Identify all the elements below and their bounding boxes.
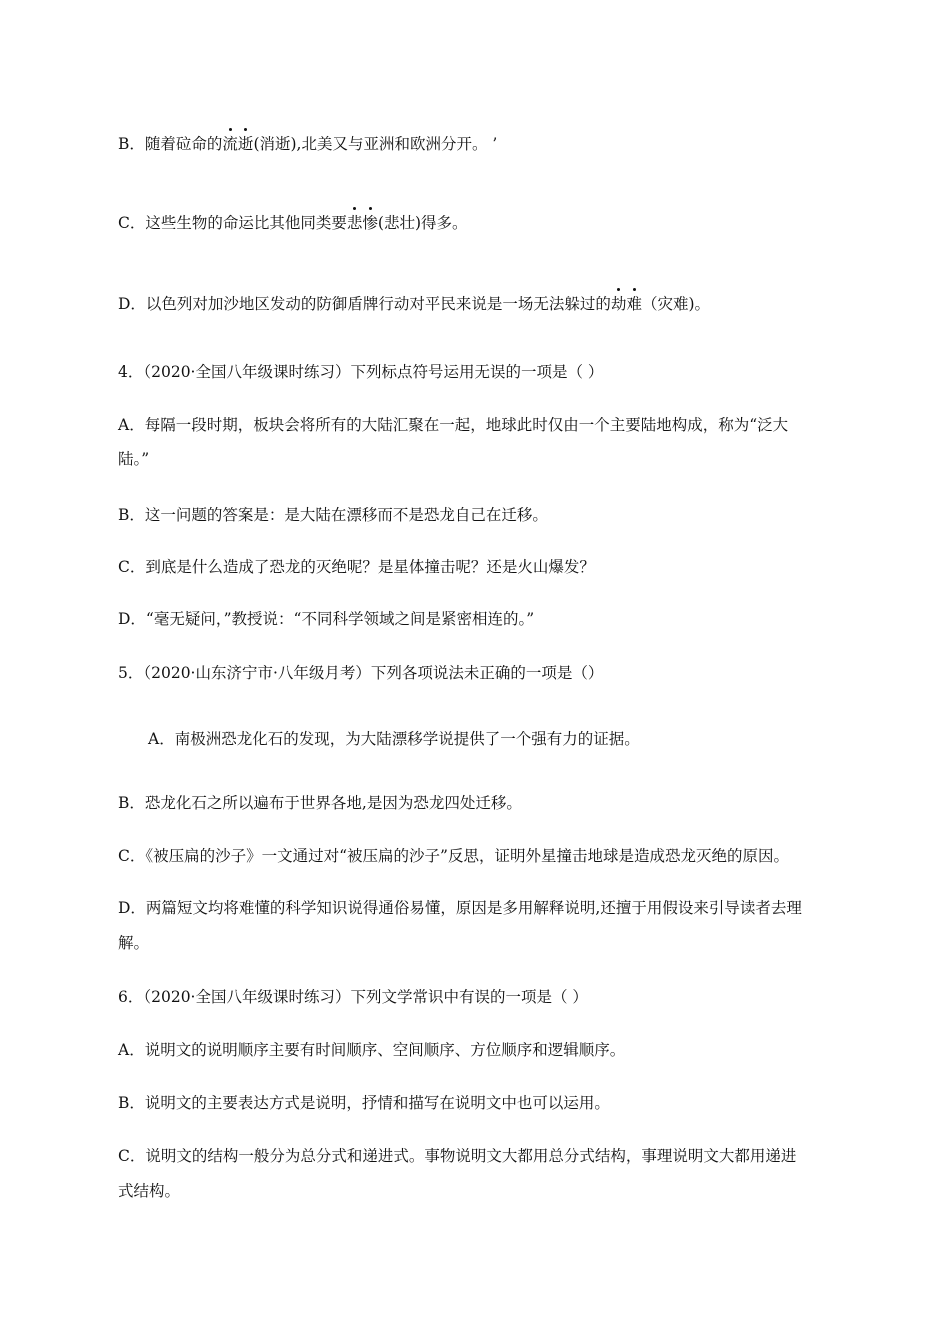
q6-option-a: A．说明文的说明顺序主要有时间顺序、空间顺序、方位顺序和逻辑顺序。: [118, 1041, 626, 1059]
q5-option-c: C．《被压扁的沙子》一文通过对“被压扁的沙子”反思，证明外星撞击地球是造成恐龙灭绝的原因。: [118, 847, 789, 865]
q4-option-b: B．这一问题的答案是：是大陆在漂移而不是恐龙自己在迁移。: [118, 506, 548, 524]
q6-option-c-line-1: C．说明文的结构一般分为总分式和递进式。事物说明文大都用总分式结构，事理说明文大都用递进: [118, 1147, 797, 1165]
q3-option-b-prefix: B．随着砬命的: [118, 135, 223, 153]
q4-option-c: C．到底是什么造成了恐龙的灭绝呢？是星体撞击呢？还是火山爆发？: [118, 558, 595, 576]
q5-option-d-line-1: D．两篇短文均将难懂的科学知识说得通俗易懂，原因是多用解释说明,还擅于用假设来引导读者去理: [118, 899, 802, 917]
q3-option-d-prefix: D．以色列对加沙地区发动的防御盾牌行动对平民来说是一场无法躲过的: [118, 295, 611, 313]
q5-option-b: B．恐龙化石之所以遍布于世界各地,是因为恐龙四处迁移。: [118, 794, 522, 812]
q3-option-d-dotted-char-1: 劫: [610, 295, 627, 313]
q6-stem: 6．（2020·全国八年级课时练习）下列文学常识中有误的一项是（ ）: [118, 988, 588, 1006]
q6-option-c-line-2: 式结构。: [118, 1182, 181, 1200]
q5-option-a: A．南极洲恐龙化石的发现，为大陆漂移学说提供了一个强有力的证据。: [148, 730, 640, 748]
q4-option-a-line-1: A．每隔一段时期，板块会将所有的大陆汇聚在一起，地球此时仅由一个主要陆地构成，称为“泛大: [118, 416, 789, 434]
q3-option-c-dotted-char-1: 悲: [346, 214, 363, 232]
q4-option-a-line-2: 陆。”: [118, 450, 150, 468]
q6-option-b: B．说明文的主要表达方式是说明，抒情和描写在说明文中也可以运用。: [118, 1094, 610, 1112]
q4-option-d: D．“毫无疑问，”教授说：“不同科学领域之间是紧密相连的。”: [118, 610, 535, 628]
q5-option-d-line-2: 解。: [118, 934, 150, 952]
q3-option-b-dotted-char-2: 逝: [237, 135, 254, 153]
q3-option-d-dotted-char-2: 难: [626, 295, 642, 313]
q3-option-c-prefix: C．这些生物的命运比其他同类要: [118, 214, 347, 232]
q5-stem: 5．（2020·山东济宁市·八年级月考）下列各项说法未正确的一项是（）: [118, 664, 604, 682]
q3-option-d: [118, 293, 710, 315]
q3-option-c: [118, 212, 468, 234]
q4-stem: 4．（2020·全国八年级课时练习）下列标点符号运用无误的一项是（ ）: [118, 363, 604, 381]
q3-option-c-dotted-char-2: 惨: [362, 214, 378, 232]
q3-option-b-suffix: (消逝),北美又与亚洲和欧洲分开。 ’: [253, 135, 498, 153]
q3-option-b: [118, 133, 497, 155]
q3-option-b-dotted-char-1: 流: [222, 135, 238, 153]
q3-option-d-suffix: （灾难)。: [641, 295, 711, 313]
q3-option-c-suffix: (悲壮)得多。: [377, 214, 468, 232]
